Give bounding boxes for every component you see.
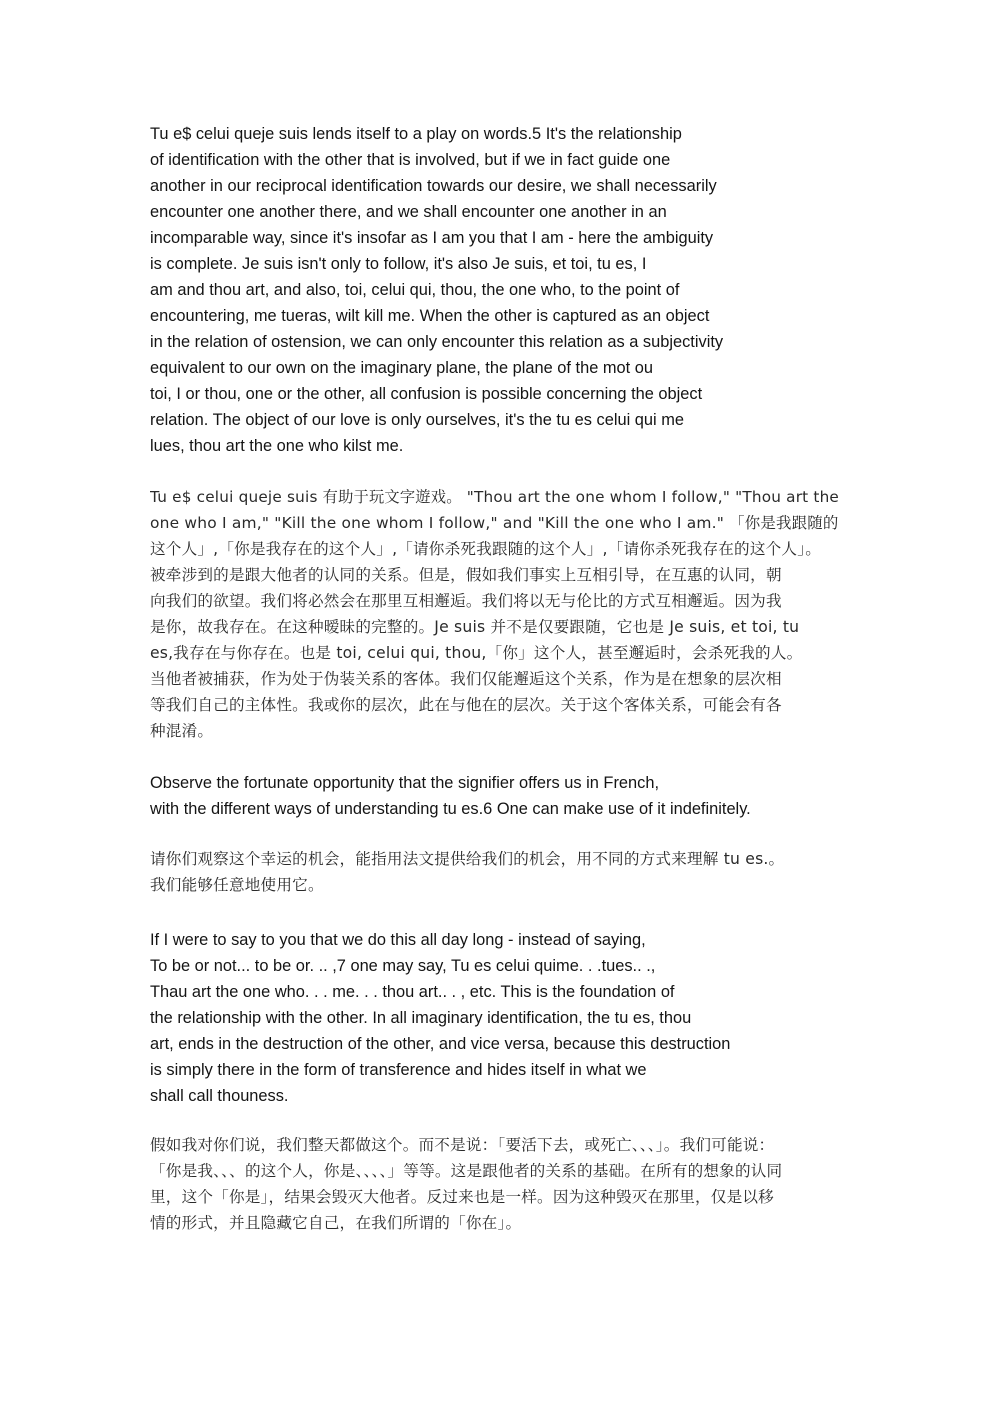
text-line: with the different ways of understanding tu es.6 One can make use of it indefinitely. bbox=[150, 800, 751, 818]
text-line: 假如我对你们说，我们整天都做这个。而不是说：「要活下去，或死亡、、、」。我们可能说： bbox=[150, 1136, 775, 1154]
text-line: encountering, me tueras, wilt kill me. When the other is captured as an object bbox=[150, 307, 710, 325]
text-line: Observe the fortunate opportunity that the signifier offers us in French, bbox=[150, 774, 659, 792]
text-line: Thau art the one who. . . me. . . thou art.. . , etc. This is the foundation of bbox=[150, 983, 675, 1001]
text-line: 「你是我、、、的这个人，你是、、、、」等等。这是跟他者的关系的基础。在所有的想象的认同 bbox=[150, 1162, 783, 1180]
text-line: lues, thou art the one who kilst me. bbox=[150, 437, 404, 455]
text-line: encounter one another there, and we shall encounter one another in an bbox=[150, 203, 667, 221]
text-line: am and thou art, and also, toi, celui qui, thou, the one who, to the point of bbox=[150, 281, 680, 299]
text-line: 种混淆。 bbox=[150, 722, 214, 740]
text-line: 请你们观察这个幸运的机会，能指用法文提供给我们的机会，用不同的方式来理解 tu es.。 bbox=[150, 850, 785, 868]
text-line: the relationship with the other. In all imaginary identification, the tu es, thou bbox=[150, 1009, 692, 1027]
text-line: equivalent to our own on the imaginary plane, the plane of the mot ou bbox=[150, 359, 653, 377]
text-line: Tu e$ celui queje suis 有助于玩文字遊戏。 "Thou art the one whom I follow," "Thou art the bbox=[150, 488, 840, 506]
text-line: 向我们的欲望。我们将必然会在那里互相邂逅。我们将以无与伦比的方式互相邂逅。因为我 bbox=[150, 592, 782, 610]
text-line: 是你，故我存在。在这种暧昧的完整的。Je suis 并不是仅要跟随，它也是 Je suis, et toi, tu bbox=[150, 618, 800, 636]
text-line: shall call thouness. bbox=[150, 1087, 289, 1105]
text-line: If I were to say to you that we do this all day long - instead of saying, bbox=[150, 931, 646, 949]
text-line: art, ends in the destruction of the other, and vice versa, because this destruction bbox=[150, 1035, 731, 1053]
paragraph-chinese-2 bbox=[150, 846, 842, 898]
text-line: 等我们自己的主体性。我或你的层次，此在与他在的层次。关于这个客体关系，可能会有各 bbox=[150, 696, 782, 714]
text-line: of identification with the other that is involved, but if we in fact guide one bbox=[150, 151, 671, 169]
text-line: To be or not... to be or. .. ,7 one may say, Tu es celui quime. . .tues.. ., bbox=[150, 957, 656, 975]
paragraph-english-1 bbox=[150, 121, 830, 459]
text-line: is simply there in the form of transference and hides itself in what we bbox=[150, 1061, 647, 1079]
text-line: relation. The object of our love is only ourselves, it's the tu es celui qui me bbox=[150, 411, 684, 429]
text-line: 情的形式，并且隐藏它自己，在我们所谓的「你在」。 bbox=[150, 1214, 522, 1232]
text-line: one who I am," "Kill the one whom I follow," and "Kill the one who I am." 「你是我跟随的 bbox=[150, 514, 839, 532]
text-line: Tu e$ celui queje suis lends itself to a play on words.5 It's the relationship bbox=[150, 125, 682, 143]
text-line: 里，这个「你是」，结果会毁灭大他者。反过来也是一样。因为这种毁灭在那里，仅是以移 bbox=[150, 1188, 774, 1206]
text-line: es,我存在与你存在。也是 toi, celui qui, thou,「你」这个人，甚至邂逅时，会杀死我的人。 bbox=[150, 644, 803, 662]
text-line: 我们能够任意地使用它。 bbox=[150, 876, 324, 894]
paragraph-english-2 bbox=[150, 770, 830, 822]
text-line: in the relation of ostension, we can only encounter this relation as a subjectivity bbox=[150, 333, 724, 351]
text-line: toi, I or thou, one or the other, all confusion is possible concerning the object bbox=[150, 385, 703, 403]
text-line: 这个人」,「你是我存在的这个人」,「请你杀死我跟随的这个人」,「请你杀死我存在的这个人」。 bbox=[150, 540, 822, 558]
text-line: 被牵涉到的是跟大他者的认同的关系。但是，假如我们事实上互相引导，在互惠的认同，朝 bbox=[150, 566, 782, 584]
text-line: is complete. Je suis isn't only to follow, it's also Je suis, et toi, tu es, I bbox=[150, 255, 647, 273]
paragraph-chinese-3 bbox=[150, 1132, 842, 1236]
paragraph-chinese-1 bbox=[150, 484, 842, 744]
text-line: 当他者被捕获，作为处于伪装关系的客体。我们仅能邂逅这个关系，作为是在想象的层次相 bbox=[150, 670, 782, 688]
text-line: incomparable way, since it's insofar as I am you that I am - here the ambiguity bbox=[150, 229, 714, 247]
text-line: another in our reciprocal identification towards our desire, we shall necessarily bbox=[150, 177, 717, 195]
paragraph-english-3 bbox=[150, 927, 830, 1109]
